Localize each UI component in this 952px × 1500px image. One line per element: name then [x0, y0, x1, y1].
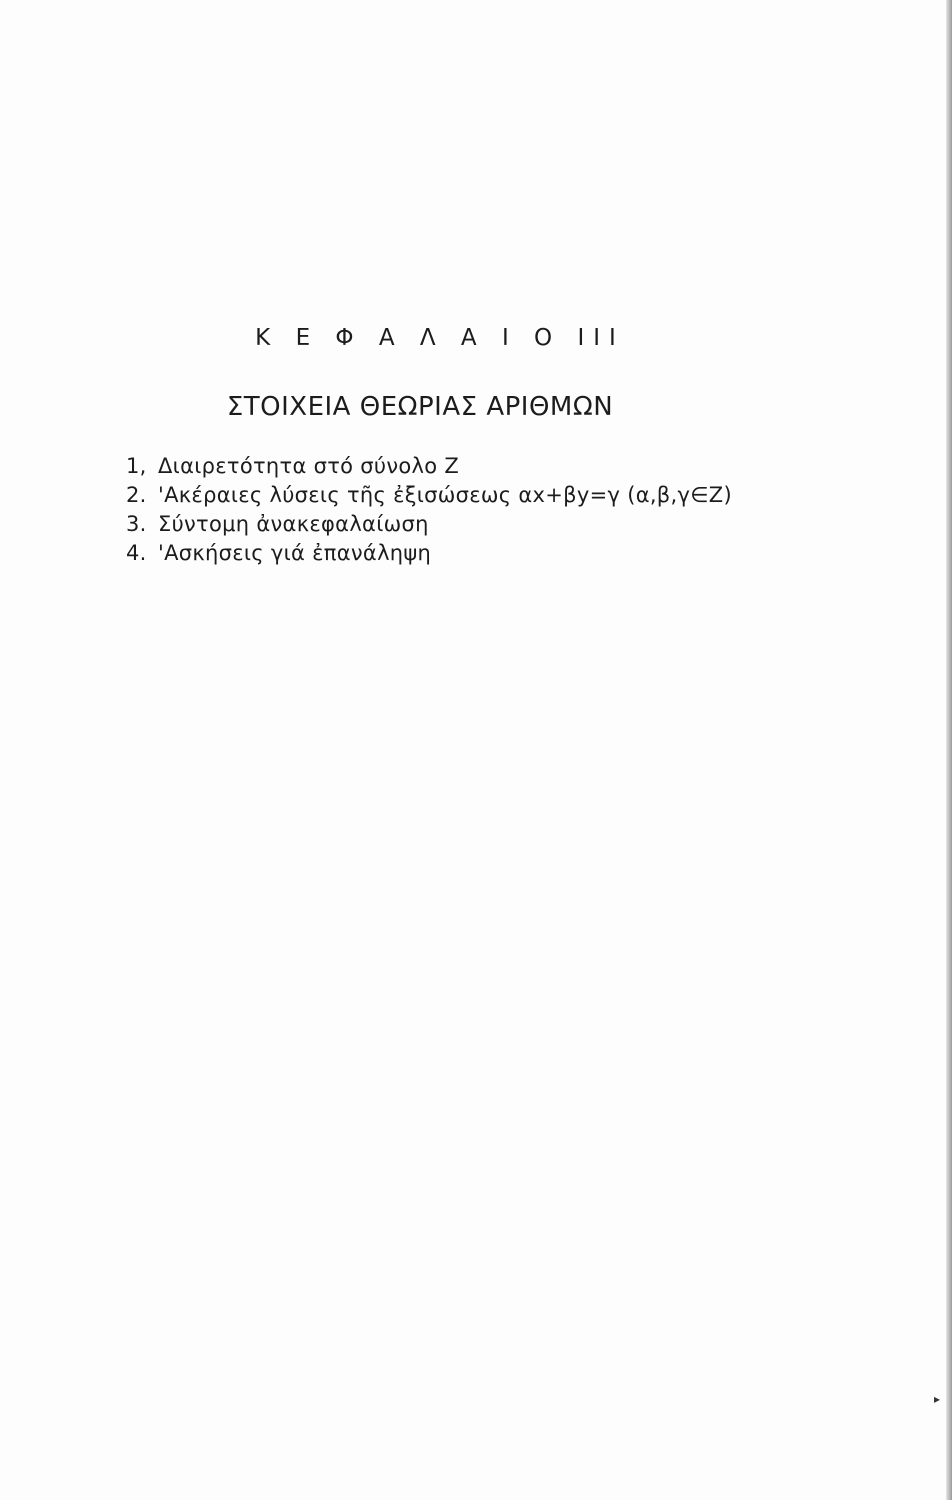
chapter-label: Κ Ε Φ Α Λ Α Ι Ο III [255, 325, 625, 351]
scan-speck-mark: ▸ [934, 1392, 941, 1406]
page-edge-shadow [946, 0, 952, 1500]
contents-item [126, 452, 732, 481]
contents-item-number: 1, [126, 454, 147, 478]
contents-item [126, 481, 732, 510]
contents-item-number: 3. [126, 512, 147, 536]
contents-item-text: Σύντομη ἀνακεφαλαίωση [158, 512, 429, 536]
contents-item-number: 2. [126, 483, 147, 507]
contents-item-text: Διαιρετότητα στό σύνολο Ζ [158, 454, 460, 478]
chapter-title: ΣΤΟΙΧΕΙΑ ΘΕΩΡΙΑΣ ΑΡΙΘΜΩΝ [226, 392, 614, 422]
contents-item-text: 'Ακέραιες λύσεις τῆς ἐξισώσεως αx+βy=γ (α,β,γ∈Ζ) [158, 483, 732, 507]
contents-item [126, 539, 732, 568]
chapter-contents-list [126, 452, 732, 568]
contents-item-number: 4. [126, 541, 147, 565]
contents-item-text: 'Ασκήσεις γιά ἐπανάληψη [158, 541, 432, 565]
contents-item [126, 510, 732, 539]
